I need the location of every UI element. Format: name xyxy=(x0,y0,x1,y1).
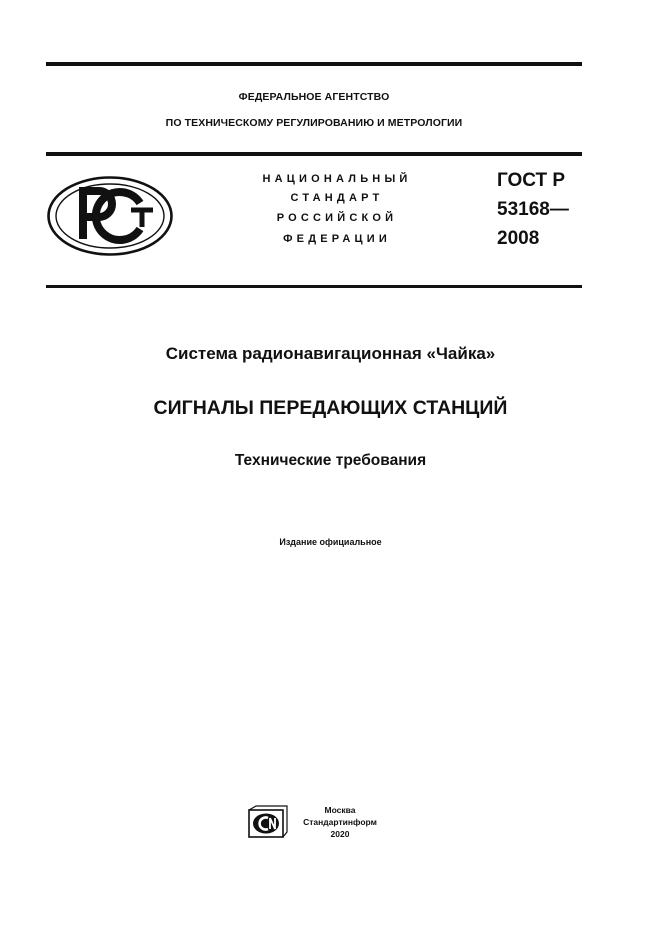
standard-type-line3: РОССИЙСКОЙ xyxy=(276,212,398,224)
publication-year: 2020 xyxy=(330,829,350,839)
header-bottom-rule xyxy=(46,285,582,288)
gost-designation-line1: ГОСТ Р xyxy=(497,170,566,191)
system-title: Система радионавигационная «Чайка» xyxy=(165,344,496,363)
document-subtitle: Технические требования xyxy=(234,452,427,469)
standard-type-line2: СТАНДАРТ xyxy=(290,192,384,204)
header-top-rule xyxy=(46,152,582,156)
rst-certification-mark-icon xyxy=(46,175,174,257)
publisher-name: Стандартинформ xyxy=(303,817,377,827)
standartinform-logo-icon xyxy=(248,805,288,839)
gost-designation-line2: 53168— xyxy=(497,199,569,220)
publisher-city: Москва xyxy=(324,805,356,815)
gost-designation-line3: 2008 xyxy=(497,228,540,249)
standard-type-line1: НАЦИОНАЛЬНЫЙ xyxy=(262,173,412,185)
standard-type-line4: ФЕДЕРАЦИИ xyxy=(283,233,391,245)
agency-name-line2: ПО ТЕХНИЧЕСКОМУ РЕГУЛИРОВАНИЮ И МЕТРОЛОГИИ xyxy=(165,117,463,129)
edition-note: Издание официальное xyxy=(279,537,382,547)
document-title: СИГНАЛЫ ПЕРЕДАЮЩИХ СТАНЦИЙ xyxy=(153,397,508,419)
agency-name-line1: ФЕДЕРАЛЬНОЕ АГЕНТСТВО xyxy=(238,91,390,103)
top-rule xyxy=(46,62,582,66)
